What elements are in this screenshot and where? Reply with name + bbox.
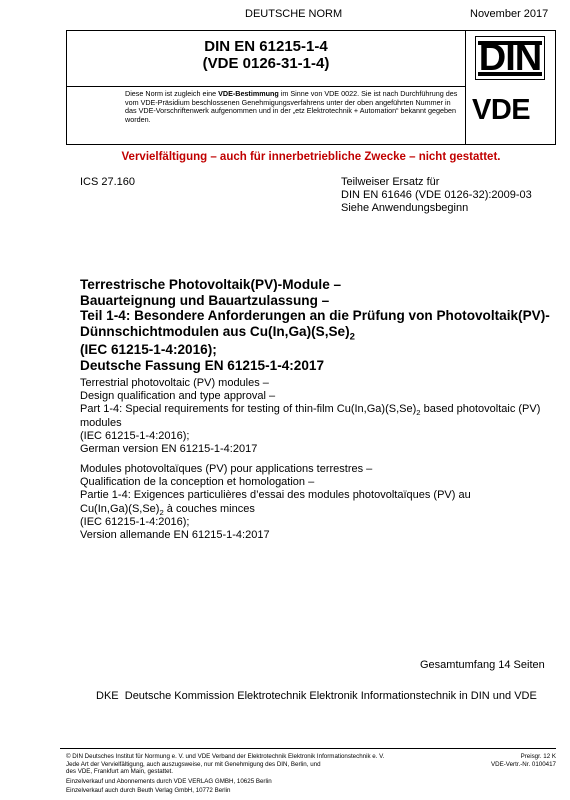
dke-line (96, 690, 537, 703)
price-info (466, 753, 556, 768)
norm-label: DEUTSCHE NORM (245, 8, 343, 20)
din-logo: DIN (475, 36, 545, 80)
total-pages: Gesamtumfang 14 Seiten (420, 659, 545, 671)
title-german: Terrestrische Photovoltaik(PV)-Module – Bauarteignung und Bauartzulassung – Teil 1-4: Besondere Anforderungen an die Prüfung von Photovoltaik(PV)- Dünnschichtmodulen aus $Cu(In,Ga)(S,Se)_2$ (IEC 61215-1-4:2016); Deutsche Fassung EN 61215-1-4:2017 (80, 277, 550, 373)
price-group: Preisgr. 12 K (520, 753, 556, 760)
vde-note: Diese Norm ist zugleich eine VDE-Bestimmung im Sinne von VDE 0022. Sie ist nach Durchführung des vom VDE-Präsidium beschlossenen Genehmigungsverfahrens unter der oben angeführten Nummer in das VDE-Vorschriftenwerk aufgenommen und in der „etz Elektrotechnik + Automation“ bekannt gegeben worden. (125, 89, 458, 124)
copyright-notice: © DIN Deutsches Institut für Normung e. V. und VDE Verband der Elektrotechnik Elektronik Informationstechnik e. V. Jede Art der Vervielfältigung, auch auszugsweise, nur mit Genehmigung des DIN, Berlin, und des VDE, Frankfurt am Main, gestattet. (66, 753, 385, 776)
title-english: Terrestrial photovoltaic (PV) modules – Design qualification and type approval – Part 1-4: Special requirements for testing of thin-film $Cu(In,Ga)(S,Se)_2$ based photovoltaic (PV) modules (IEC 61215-1-4:2016); German version EN 61215-1-4:2017 (80, 377, 541, 456)
vde-number: (VDE 0126-31-1-4) (202, 55, 330, 72)
ics-code: ICS 27.160 (80, 176, 136, 188)
dke-name: Deutsche Kommission Elektrotechnik Elektronik Informationstechnik in DIN und VDE (124, 690, 537, 702)
vde-logo: VDE (472, 94, 531, 126)
copy-warning: Vervielfältigung – auch für innerbetriebliche Zwecke – nicht gestattet. (121, 151, 501, 163)
replacement-info: Teilweiser Ersatz für DIN EN 61646 (VDE 0126-32):2009-03 Siehe Anwendungsbeginn (341, 176, 532, 214)
footer-divider (60, 748, 556, 749)
document-frame (66, 30, 556, 145)
divider (465, 31, 466, 144)
divider (67, 86, 465, 87)
sales-info: Einzelverkauf und Abonnements durch VDE VERLAG GMBH, 10625 Berlin Einzelverkauf auch durch Beuth Verlag GmbH, 10772 Berlin (66, 778, 272, 795)
document-number: DIN EN 61215-1-4 (204, 38, 328, 55)
title-french: Modules photovoltaïques (PV) pour applications terrestres – Qualification de la conception et homologation – Partie 1-4: Exigences particulières d’essai des modules photovoltaïques (PV) au $Cu(In,Ga)(S,Se)_2$ à couches minces (IEC 61215-1-4:2016); Version allemande EN 61215-1-4:2017 (80, 463, 471, 542)
dke-abbr: DKE (96, 690, 119, 702)
publication-date: November 2017 (470, 8, 549, 20)
vde-order-number: VDE-Vertr.-Nr. 0100417 (491, 760, 556, 768)
